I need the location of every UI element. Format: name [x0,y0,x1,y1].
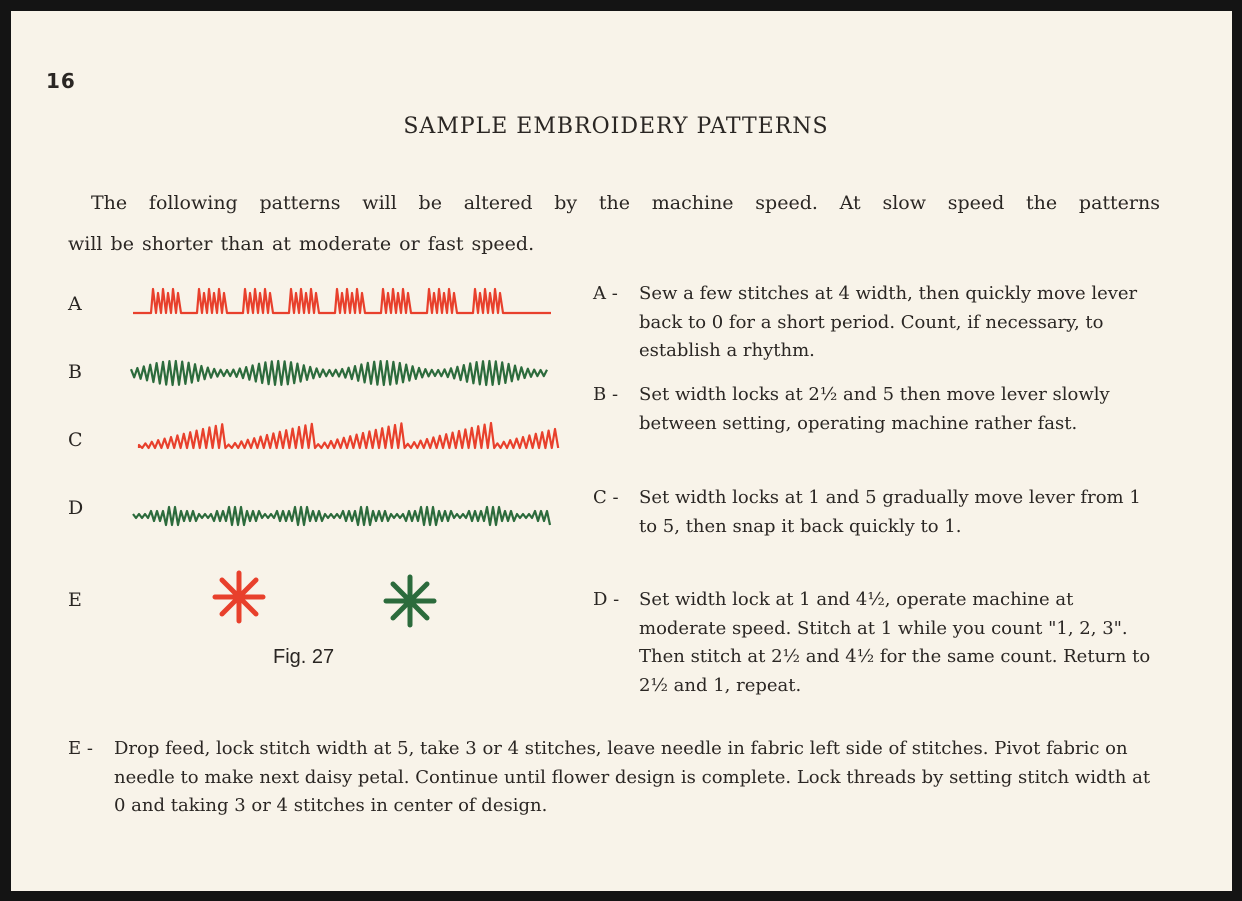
instruction-a [593,280,1161,366]
instruction-text: Set width lock at 1 and 4½, operate machine at moderate speed. Stitch at 1 while you count "1, 2, 3". Then stitch at 2½ and 4½ for the same count. Return to 2½ and 1, repeat. [639,589,1151,696]
intro-line-1: The following patterns will be altered by the machine speed. At slow speed the patterns [91,192,1160,214]
page-number: 16 [46,69,76,93]
instruction-text: Sew a few stitches at 4 width, then quickly move lever back to 0 for a short period. Count, if necessary, to establish a rhythm. [639,283,1138,361]
row-label-a: A [68,293,82,315]
row-label-d: D [68,497,84,519]
instruction-e [68,735,1161,821]
instruction-d [593,586,1161,700]
daisy-flower-green [386,577,434,625]
instruction-text: Set width locks at 2½ and 5 then move lever slowly between setting, operating machine rather fast. [639,384,1110,434]
row-label-e: E [68,589,82,611]
instruction-key: D - [593,589,620,610]
page-title: SAMPLE EMBROIDERY PATTERNS [403,114,829,139]
instruction-key: E - [68,738,93,759]
row-label-c: C [68,429,83,451]
instruction-c [593,484,1161,541]
intro-line-2: will be shorter than at moderate or fast speed. [68,233,535,255]
figure-caption: Fig. 27 [273,646,335,668]
stitch-pattern-a [133,289,551,313]
stitch-pattern-c [139,423,558,448]
row-label-b: B [68,361,82,383]
stitch-pattern-d [133,507,550,525]
instruction-key: A - [593,283,618,304]
daisy-flower-red [215,573,263,621]
instruction-key: B - [593,384,619,405]
instruction-text: Drop feed, lock stitch width at 5, take 3 or 4 stitches, leave needle in fabric left side of stitches. Pivot fabric on needle to make next daisy petal. Continue until flower design is complete. Lock threads by setting stitch width at 0 and taking 3 or 4 stitches in center of design. [114,738,1151,816]
stitch-pattern-b [131,361,547,385]
instruction-key: C - [593,487,619,508]
instruction-b [593,381,1161,438]
manual-page [11,11,1232,891]
instruction-text: Set width locks at 1 and 5 gradually move lever from 1 to 5, then snap it back quickly to 1. [639,487,1141,537]
